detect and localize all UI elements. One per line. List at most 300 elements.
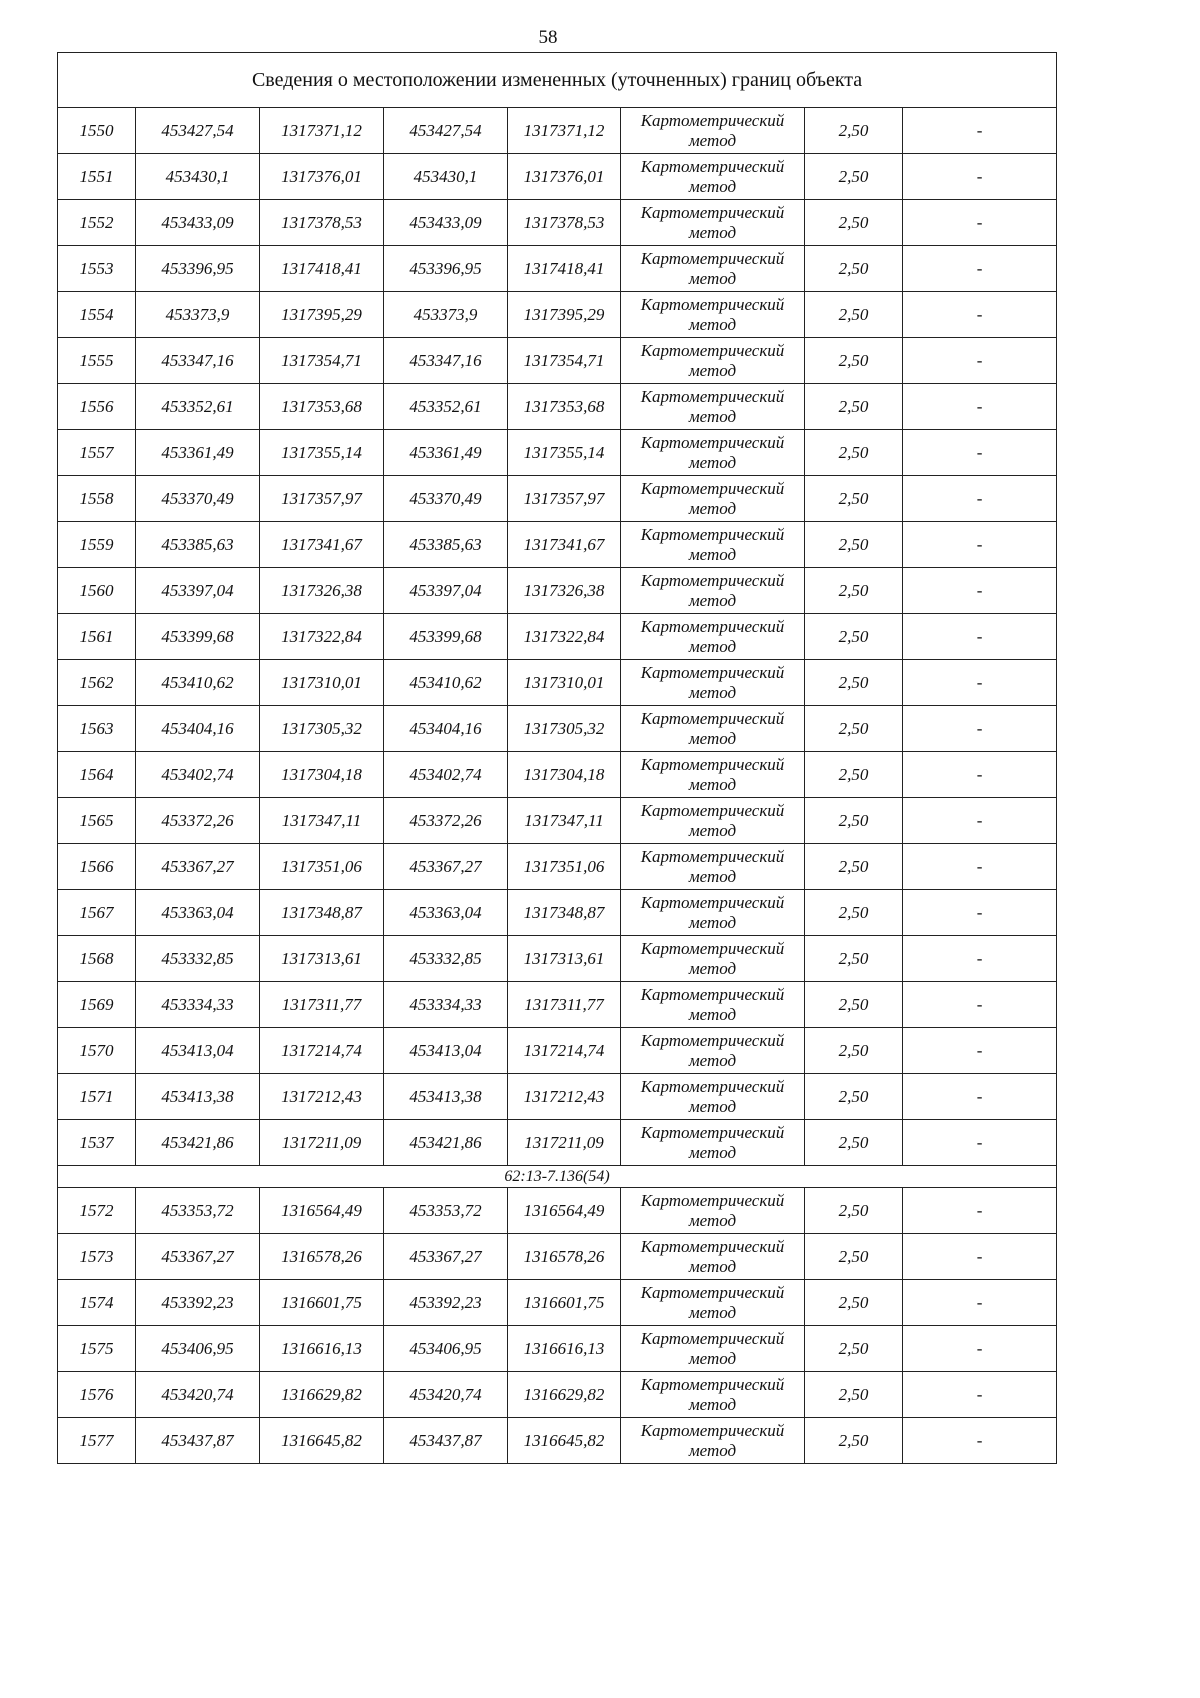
refined-y-cell: 1317311,77 [508, 982, 621, 1028]
existing-y-cell: 1317212,43 [260, 1074, 384, 1120]
existing-x-cell: 453367,27 [136, 844, 260, 890]
point-number-cell: 1572 [58, 1188, 136, 1234]
method-line-2: метод [688, 958, 737, 978]
method-line-1: Картометрический [640, 846, 785, 866]
point-number-cell: 1557 [58, 430, 136, 476]
method-line-1: Картометрический [640, 524, 785, 544]
section-label: 62:13-7.136(54) [58, 1166, 1057, 1188]
note-cell: - [903, 752, 1057, 798]
method-cell [621, 292, 805, 338]
method-line-2: метод [688, 1440, 737, 1460]
method-cell [621, 798, 805, 844]
method-line-2: метод [688, 682, 737, 702]
refined-y-cell: 1316629,82 [508, 1372, 621, 1418]
method-line-1: Картометрический [640, 1236, 785, 1256]
accuracy-cell: 2,50 [805, 706, 903, 752]
table-row [58, 706, 1057, 752]
accuracy-cell: 2,50 [805, 1074, 903, 1120]
method-line-1: Картометрический [640, 754, 785, 774]
point-number-cell: 1558 [58, 476, 136, 522]
point-number-cell: 1550 [58, 108, 136, 154]
method-line-2: метод [688, 728, 737, 748]
existing-x-cell: 453420,74 [136, 1372, 260, 1418]
refined-x-cell: 453406,95 [384, 1326, 508, 1372]
refined-x-cell: 453420,74 [384, 1372, 508, 1418]
existing-y-cell: 1317378,53 [260, 200, 384, 246]
method-line-1: Картометрический [640, 1282, 785, 1302]
existing-x-cell: 453385,63 [136, 522, 260, 568]
refined-x-cell: 453402,74 [384, 752, 508, 798]
refined-x-cell: 453430,1 [384, 154, 508, 200]
note-cell: - [903, 844, 1057, 890]
method-cell [621, 338, 805, 384]
point-number-cell: 1568 [58, 936, 136, 982]
method-cell [621, 890, 805, 936]
note-cell: - [903, 1074, 1057, 1120]
point-number-cell: 1556 [58, 384, 136, 430]
point-number-cell: 1560 [58, 568, 136, 614]
note-cell: - [903, 1326, 1057, 1372]
accuracy-cell: 2,50 [805, 292, 903, 338]
table-title-row [58, 53, 1057, 108]
accuracy-cell: 2,50 [805, 154, 903, 200]
point-number-cell: 1574 [58, 1280, 136, 1326]
method-line-1: Картометрический [640, 156, 785, 176]
method-line-1: Картометрический [640, 1374, 785, 1394]
note-cell: - [903, 936, 1057, 982]
note-cell: - [903, 384, 1057, 430]
refined-x-cell: 453363,04 [384, 890, 508, 936]
note-cell: - [903, 476, 1057, 522]
method-line-2: метод [688, 1050, 737, 1070]
method-cell [621, 660, 805, 706]
note-cell: - [903, 292, 1057, 338]
method-line-2: метод [688, 268, 737, 288]
table-title: Сведения о местоположении измененных (уточненных) границ объекта [58, 53, 1057, 108]
existing-x-cell: 453367,27 [136, 1234, 260, 1280]
refined-y-cell: 1317354,71 [508, 338, 621, 384]
existing-x-cell: 453437,87 [136, 1418, 260, 1464]
accuracy-cell: 2,50 [805, 200, 903, 246]
existing-x-cell: 453421,86 [136, 1120, 260, 1166]
note-cell: - [903, 1234, 1057, 1280]
table-row [58, 1372, 1057, 1418]
point-number-cell: 1555 [58, 338, 136, 384]
existing-y-cell: 1317354,71 [260, 338, 384, 384]
point-number-cell: 1575 [58, 1326, 136, 1372]
existing-y-cell: 1317351,06 [260, 844, 384, 890]
method-line-2: метод [688, 222, 737, 242]
refined-x-cell: 453399,68 [384, 614, 508, 660]
method-line-2: метод [688, 912, 737, 932]
existing-y-cell: 1317355,14 [260, 430, 384, 476]
refined-x-cell: 453352,61 [384, 384, 508, 430]
note-cell: - [903, 246, 1057, 292]
existing-y-cell: 1317305,32 [260, 706, 384, 752]
refined-y-cell: 1317322,84 [508, 614, 621, 660]
note-cell: - [903, 338, 1057, 384]
existing-y-cell: 1316578,26 [260, 1234, 384, 1280]
existing-y-cell: 1317371,12 [260, 108, 384, 154]
table-row [58, 338, 1057, 384]
note-cell: - [903, 706, 1057, 752]
point-number-cell: 1561 [58, 614, 136, 660]
table-row [58, 1188, 1057, 1234]
method-cell [621, 936, 805, 982]
table-row [58, 982, 1057, 1028]
existing-x-cell: 453413,04 [136, 1028, 260, 1074]
existing-y-cell: 1317311,77 [260, 982, 384, 1028]
refined-y-cell: 1317347,11 [508, 798, 621, 844]
table-row [58, 1280, 1057, 1326]
existing-x-cell: 453402,74 [136, 752, 260, 798]
note-cell: - [903, 1188, 1057, 1234]
refined-y-cell: 1317351,06 [508, 844, 621, 890]
existing-y-cell: 1316645,82 [260, 1418, 384, 1464]
accuracy-cell: 2,50 [805, 1234, 903, 1280]
refined-x-cell: 453413,38 [384, 1074, 508, 1120]
method-cell [621, 108, 805, 154]
point-number-cell: 1566 [58, 844, 136, 890]
method-cell [621, 844, 805, 890]
accuracy-cell: 2,50 [805, 108, 903, 154]
point-number-cell: 1569 [58, 982, 136, 1028]
method-line-2: метод [688, 866, 737, 886]
refined-y-cell: 1317355,14 [508, 430, 621, 476]
method-line-1: Картометрический [640, 248, 785, 268]
table-row [58, 522, 1057, 568]
method-line-2: метод [688, 820, 737, 840]
table-row [58, 1418, 1057, 1464]
method-line-2: метод [688, 1256, 737, 1276]
refined-x-cell: 453392,23 [384, 1280, 508, 1326]
existing-x-cell: 453373,9 [136, 292, 260, 338]
method-line-1: Картометрический [640, 432, 785, 452]
refined-x-cell: 453385,63 [384, 522, 508, 568]
accuracy-cell: 2,50 [805, 752, 903, 798]
method-line-2: метод [688, 636, 737, 656]
point-number-cell: 1537 [58, 1120, 136, 1166]
refined-y-cell: 1317212,43 [508, 1074, 621, 1120]
method-line-1: Картометрический [640, 1190, 785, 1210]
existing-x-cell: 453353,72 [136, 1188, 260, 1234]
refined-y-cell: 1317341,67 [508, 522, 621, 568]
method-cell [621, 200, 805, 246]
note-cell: - [903, 660, 1057, 706]
accuracy-cell: 2,50 [805, 338, 903, 384]
refined-y-cell: 1317313,61 [508, 936, 621, 982]
refined-y-cell: 1316601,75 [508, 1280, 621, 1326]
method-line-2: метод [688, 1004, 737, 1024]
existing-x-cell: 453370,49 [136, 476, 260, 522]
method-line-1: Картометрический [640, 1420, 785, 1440]
method-line-2: метод [688, 1210, 737, 1230]
refined-y-cell: 1317305,32 [508, 706, 621, 752]
method-cell [621, 1326, 805, 1372]
accuracy-cell: 2,50 [805, 660, 903, 706]
point-number-cell: 1552 [58, 200, 136, 246]
table-row [58, 660, 1057, 706]
table-row [58, 246, 1057, 292]
method-cell [621, 614, 805, 660]
method-cell [621, 752, 805, 798]
table-row [58, 1028, 1057, 1074]
refined-y-cell: 1316564,49 [508, 1188, 621, 1234]
refined-y-cell: 1317371,12 [508, 108, 621, 154]
method-line-1: Картометрический [640, 616, 785, 636]
table-row [58, 1326, 1057, 1372]
existing-y-cell: 1316616,13 [260, 1326, 384, 1372]
existing-x-cell: 453332,85 [136, 936, 260, 982]
note-cell: - [903, 798, 1057, 844]
method-line-1: Картометрический [640, 1030, 785, 1050]
method-line-1: Картометрический [640, 202, 785, 222]
existing-y-cell: 1317376,01 [260, 154, 384, 200]
existing-y-cell: 1317353,68 [260, 384, 384, 430]
point-number-cell: 1554 [58, 292, 136, 338]
note-cell: - [903, 890, 1057, 936]
refined-x-cell: 453361,49 [384, 430, 508, 476]
method-line-2: метод [688, 176, 737, 196]
accuracy-cell: 2,50 [805, 1418, 903, 1464]
note-cell: - [903, 1280, 1057, 1326]
refined-x-cell: 453404,16 [384, 706, 508, 752]
accuracy-cell: 2,50 [805, 982, 903, 1028]
existing-x-cell: 453372,26 [136, 798, 260, 844]
refined-x-cell: 453427,54 [384, 108, 508, 154]
method-line-1: Картометрический [640, 892, 785, 912]
existing-x-cell: 453430,1 [136, 154, 260, 200]
method-line-2: метод [688, 498, 737, 518]
refined-y-cell: 1317211,09 [508, 1120, 621, 1166]
refined-x-cell: 453367,27 [384, 1234, 508, 1280]
existing-y-cell: 1317395,29 [260, 292, 384, 338]
table-row [58, 292, 1057, 338]
table-row [58, 476, 1057, 522]
point-number-cell: 1570 [58, 1028, 136, 1074]
table-row [58, 844, 1057, 890]
refined-x-cell: 453334,33 [384, 982, 508, 1028]
method-cell [621, 1234, 805, 1280]
accuracy-cell: 2,50 [805, 1280, 903, 1326]
table-row [58, 108, 1057, 154]
table-row [58, 384, 1057, 430]
method-cell [621, 430, 805, 476]
accuracy-cell: 2,50 [805, 890, 903, 936]
refined-x-cell: 453370,49 [384, 476, 508, 522]
refined-x-cell: 453413,04 [384, 1028, 508, 1074]
method-cell [621, 1418, 805, 1464]
method-cell [621, 1280, 805, 1326]
note-cell: - [903, 568, 1057, 614]
method-line-2: метод [688, 452, 737, 472]
note-cell: - [903, 982, 1057, 1028]
refined-x-cell: 453367,27 [384, 844, 508, 890]
note-cell: - [903, 108, 1057, 154]
table-row [58, 752, 1057, 798]
accuracy-cell: 2,50 [805, 844, 903, 890]
refined-y-cell: 1317214,74 [508, 1028, 621, 1074]
method-line-1: Картометрический [640, 800, 785, 820]
refined-x-cell: 453421,86 [384, 1120, 508, 1166]
existing-y-cell: 1316629,82 [260, 1372, 384, 1418]
method-cell [621, 1028, 805, 1074]
accuracy-cell: 2,50 [805, 936, 903, 982]
refined-y-cell: 1316616,13 [508, 1326, 621, 1372]
method-line-1: Картометрический [640, 708, 785, 728]
refined-y-cell: 1316578,26 [508, 1234, 621, 1280]
table-row [58, 614, 1057, 660]
boundary-coordinates-table [57, 52, 1057, 1464]
existing-y-cell: 1317214,74 [260, 1028, 384, 1074]
refined-y-cell: 1317378,53 [508, 200, 621, 246]
method-line-1: Картометрический [640, 386, 785, 406]
existing-y-cell: 1317322,84 [260, 614, 384, 660]
existing-y-cell: 1316564,49 [260, 1188, 384, 1234]
method-line-2: метод [688, 774, 737, 794]
existing-y-cell: 1317348,87 [260, 890, 384, 936]
refined-y-cell: 1317310,01 [508, 660, 621, 706]
refined-y-cell: 1317376,01 [508, 154, 621, 200]
refined-y-cell: 1317348,87 [508, 890, 621, 936]
table-row [58, 890, 1057, 936]
accuracy-cell: 2,50 [805, 476, 903, 522]
method-line-1: Картометрический [640, 570, 785, 590]
existing-y-cell: 1316601,75 [260, 1280, 384, 1326]
refined-x-cell: 453397,04 [384, 568, 508, 614]
existing-x-cell: 453396,95 [136, 246, 260, 292]
method-line-1: Картометрический [640, 984, 785, 1004]
refined-x-cell: 453373,9 [384, 292, 508, 338]
method-line-2: метод [688, 1142, 737, 1162]
note-cell: - [903, 1028, 1057, 1074]
method-cell [621, 1074, 805, 1120]
method-cell [621, 1372, 805, 1418]
existing-x-cell: 453410,62 [136, 660, 260, 706]
table-row [58, 568, 1057, 614]
method-line-2: метод [688, 544, 737, 564]
method-line-1: Картометрический [640, 294, 785, 314]
refined-y-cell: 1317418,41 [508, 246, 621, 292]
existing-y-cell: 1317211,09 [260, 1120, 384, 1166]
refined-x-cell: 453437,87 [384, 1418, 508, 1464]
existing-x-cell: 453334,33 [136, 982, 260, 1028]
existing-y-cell: 1317304,18 [260, 752, 384, 798]
point-number-cell: 1562 [58, 660, 136, 706]
accuracy-cell: 2,50 [805, 1028, 903, 1074]
accuracy-cell: 2,50 [805, 1188, 903, 1234]
table-row [58, 936, 1057, 982]
accuracy-cell: 2,50 [805, 1120, 903, 1166]
note-cell: - [903, 154, 1057, 200]
point-number-cell: 1553 [58, 246, 136, 292]
method-line-2: метод [688, 360, 737, 380]
method-line-1: Картометрический [640, 340, 785, 360]
method-cell [621, 154, 805, 200]
table-row [58, 154, 1057, 200]
existing-y-cell: 1317326,38 [260, 568, 384, 614]
table-row [58, 1234, 1057, 1280]
refined-y-cell: 1317395,29 [508, 292, 621, 338]
existing-x-cell: 453413,38 [136, 1074, 260, 1120]
refined-y-cell: 1316645,82 [508, 1418, 621, 1464]
existing-y-cell: 1317347,11 [260, 798, 384, 844]
method-line-1: Картометрический [640, 1122, 785, 1142]
method-line-2: метод [688, 314, 737, 334]
method-cell [621, 982, 805, 1028]
point-number-cell: 1559 [58, 522, 136, 568]
note-cell: - [903, 614, 1057, 660]
method-line-1: Картометрический [640, 938, 785, 958]
existing-x-cell: 453352,61 [136, 384, 260, 430]
point-number-cell: 1565 [58, 798, 136, 844]
method-cell [621, 1120, 805, 1166]
note-cell: - [903, 430, 1057, 476]
refined-y-cell: 1317357,97 [508, 476, 621, 522]
refined-x-cell: 453396,95 [384, 246, 508, 292]
point-number-cell: 1567 [58, 890, 136, 936]
note-cell: - [903, 522, 1057, 568]
method-line-1: Картометрический [640, 110, 785, 130]
table-row [58, 1074, 1057, 1120]
refined-y-cell: 1317326,38 [508, 568, 621, 614]
existing-x-cell: 453433,09 [136, 200, 260, 246]
table-row [58, 798, 1057, 844]
existing-x-cell: 453392,23 [136, 1280, 260, 1326]
note-cell: - [903, 200, 1057, 246]
table-row [58, 200, 1057, 246]
refined-x-cell: 453433,09 [384, 200, 508, 246]
existing-y-cell: 1317310,01 [260, 660, 384, 706]
method-line-2: метод [688, 590, 737, 610]
note-cell: - [903, 1418, 1057, 1464]
refined-y-cell: 1317353,68 [508, 384, 621, 430]
point-number-cell: 1563 [58, 706, 136, 752]
method-cell [621, 384, 805, 430]
method-cell [621, 706, 805, 752]
method-line-2: метод [688, 130, 737, 150]
refined-x-cell: 453410,62 [384, 660, 508, 706]
accuracy-cell: 2,50 [805, 522, 903, 568]
existing-x-cell: 453404,16 [136, 706, 260, 752]
point-number-cell: 1573 [58, 1234, 136, 1280]
existing-x-cell: 453397,04 [136, 568, 260, 614]
page-number: 58 [538, 27, 558, 48]
existing-x-cell: 453427,54 [136, 108, 260, 154]
existing-y-cell: 1317313,61 [260, 936, 384, 982]
refined-x-cell: 453353,72 [384, 1188, 508, 1234]
point-number-cell: 1576 [58, 1372, 136, 1418]
accuracy-cell: 2,50 [805, 246, 903, 292]
accuracy-cell: 2,50 [805, 568, 903, 614]
section-row [58, 1166, 1057, 1188]
existing-x-cell: 453363,04 [136, 890, 260, 936]
method-line-1: Картометрический [640, 478, 785, 498]
note-cell: - [903, 1120, 1057, 1166]
method-cell [621, 246, 805, 292]
method-line-2: метод [688, 1394, 737, 1414]
existing-x-cell: 453399,68 [136, 614, 260, 660]
accuracy-cell: 2,50 [805, 614, 903, 660]
note-cell: - [903, 1372, 1057, 1418]
method-line-2: метод [688, 406, 737, 426]
refined-x-cell: 453372,26 [384, 798, 508, 844]
method-cell [621, 568, 805, 614]
method-line-2: метод [688, 1348, 737, 1368]
table-row [58, 1120, 1057, 1166]
method-cell [621, 476, 805, 522]
point-number-cell: 1571 [58, 1074, 136, 1120]
